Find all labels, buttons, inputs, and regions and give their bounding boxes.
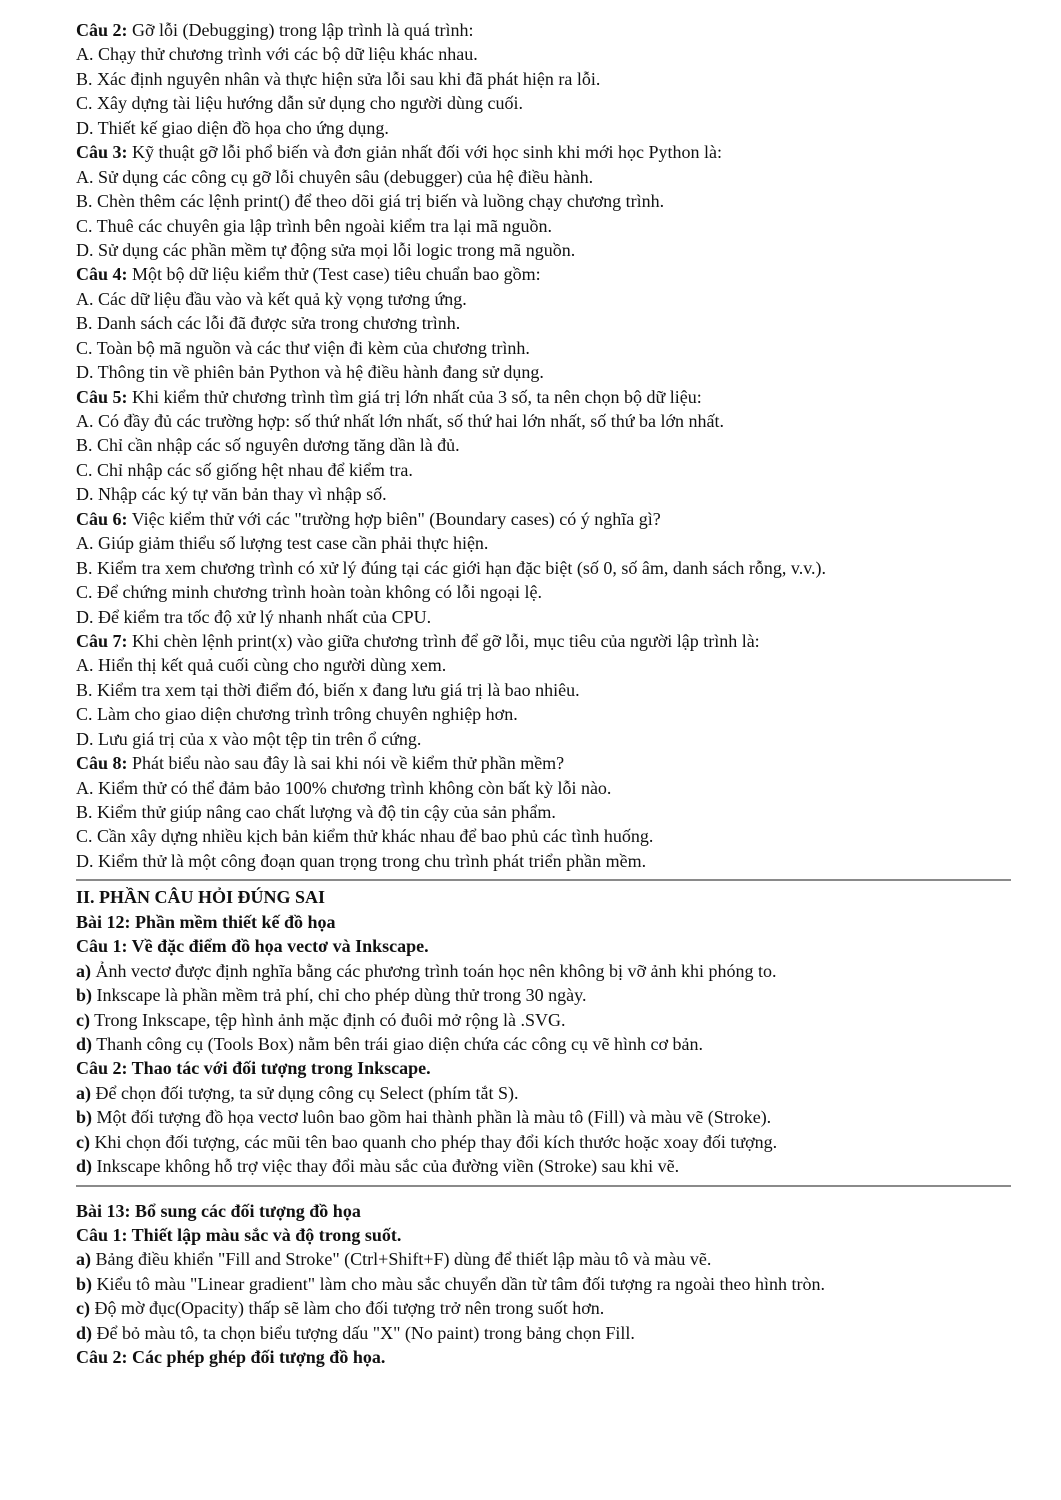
statement: d) Inkscape không hỗ trợ việc thay đổi màu sắc của đường viền (Stroke) sau khi vẽ. [76, 1156, 680, 1177]
option: B. Kiểm tra xem tại thời điểm đó, biến x đang lưu giá trị là bao nhiêu. [76, 679, 580, 700]
option: C. Làm cho giao diện chương trình trông chuyên nghiệp hơn. [76, 704, 518, 725]
option: A. Hiển thị kết quả cuối cùng cho người dùng xem. [76, 655, 447, 676]
option: A. Kiểm thử có thể đảm bảo 100% chương trình không còn bất kỳ lỗi nào. [76, 777, 612, 798]
option: D. Kiểm thử là một công đoạn quan trọng trong chu trình phát triển phần mềm. [76, 850, 647, 871]
mc-question-3 [76, 140, 1011, 262]
option: D. Thiết kế giao diện đồ họa cho ứng dụng. [76, 117, 389, 138]
lesson-13-title: Bài 13: Bổ sung các đối tượng đồ họa [76, 1200, 361, 1221]
option: C. Để chứng minh chương trình hoàn toàn không có lỗi ngoại lệ. [76, 582, 542, 603]
option: A. Các dữ liệu đầu vào và kết quả kỳ vọng tương ứng. [76, 288, 467, 309]
statement: b) Inkscape là phần mềm trả phí, chỉ cho phép dùng thử trong 30 ngày. [76, 985, 587, 1006]
mc-question-2 [76, 18, 1011, 140]
statement: a) Để chọn đối tượng, ta sử dụng công cụ Select (phím tắt S). [76, 1082, 519, 1103]
question-text: Gỡ lỗi (Debugging) trong lập trình là quá trình: [127, 20, 474, 40]
mc-question-7 [76, 629, 1011, 751]
question-label: Câu 3: [76, 142, 128, 163]
question-title: Câu 1: Về đặc điểm đồ họa vectơ và Inkscape. [76, 936, 429, 957]
lesson-12-title: Bài 12: Phần mềm thiết kế đồ họa [76, 911, 336, 932]
question-label: Câu 5: [76, 386, 128, 407]
option: A. Sử dụng các công cụ gỡ lỗi chuyên sâu (debugger) của hệ điều hành. [76, 166, 594, 187]
statement: b) Một đối tượng đồ họa vectơ luôn bao gồm hai thành phần là màu tô (Fill) và màu vẽ (Stroke). [76, 1107, 772, 1128]
option: D. Lưu giá trị của x vào một tệp tin trên ổ cứng. [76, 728, 422, 749]
section-divider [76, 873, 1011, 885]
option: C. Xây dựng tài liệu hướng dẫn sử dụng cho người dùng cuối. [76, 93, 524, 114]
question-text: Kỹ thuật gỡ lỗi phổ biến và đơn giản nhất đối với học sinh khi mới học Python là: [127, 142, 723, 163]
question-label: Câu 6: [76, 508, 128, 529]
option: B. Kiểm tra xem chương trình có xử lý đúng tại các giới hạn đặc biệt (số 0, số âm, danh sách rỗng, v.v.). [76, 557, 827, 578]
question-text: Khi chèn lệnh print(x) vào giữa chương trình để gỡ lỗi, mục tiêu của người lập trình là: [127, 630, 760, 651]
statement: d) Để bỏ màu tô, ta chọn biểu tượng dấu "X" (No paint) trong bảng chọn Fill. [76, 1322, 635, 1343]
option: A. Giúp giảm thiểu số lượng test case cần phải thực hiện. [76, 533, 489, 554]
question-label: Câu 8: [76, 753, 128, 774]
option: A. Chạy thử chương trình với các bộ dữ liệu khác nhau. [76, 44, 478, 65]
option: D. Nhập các ký tự văn bản thay vì nhập số. [76, 484, 387, 505]
option: B. Danh sách các lỗi đã được sửa trong chương trình. [76, 313, 461, 334]
tf-question-1-lesson13 [76, 1223, 1011, 1345]
option: D. Sử dụng các phần mềm tự động sửa mọi lỗi logic trong mã nguồn. [76, 239, 576, 260]
option: B. Kiểm thử giúp nâng cao chất lượng và độ tin cậy của sản phẩm. [76, 802, 556, 822]
mc-question-5 [76, 385, 1011, 507]
option: C. Thuê các chuyên gia lập trình bên ngoài kiểm tra lại mã nguồn. [76, 215, 553, 236]
section-heading: II. PHẦN CÂU HỎI ĐÚNG SAI [76, 887, 326, 908]
statement: a) Bảng điều khiển "Fill and Stroke" (Ctrl+Shift+F) dùng để thiết lập màu tô và màu vẽ. [76, 1249, 712, 1270]
option: A. Có đầy đủ các trường hợp: số thứ nhất lớn nhất, số thứ hai lớn nhất, số thứ ba lớn nhất. [76, 411, 725, 431]
question-text: Phát biểu nào sau đây là sai khi nói về kiểm thử phần mềm? [127, 753, 565, 774]
statement: b) Kiểu tô màu "Linear gradient" làm cho màu sắc chuyển dần từ tâm đối tượng ra ngoài theo hình tròn. [76, 1273, 826, 1294]
statement: a) Ảnh vectơ được định nghĩa bằng các phương trình toán học nên không bị vỡ ảnh khi phóng to. [76, 960, 777, 981]
option: C. Cần xây dựng nhiều kịch bản kiểm thử khác nhau để bao phủ các tình huống. [76, 826, 654, 847]
question-label: Câu 4: [76, 264, 128, 285]
option: C. Chỉ nhập các số giống hệt nhau để kiểm tra. [76, 459, 413, 480]
mc-question-6 [76, 507, 1011, 629]
option: C. Toàn bộ mã nguồn và các thư viện đi kèm của chương trình. [76, 337, 530, 358]
section-divider [76, 1179, 1011, 1199]
question-text: Khi kiểm thử chương trình tìm giá trị lớn nhất của 3 số, ta nên chọn bộ dữ liệu: [127, 386, 702, 407]
question-label: Câu 7: [76, 630, 128, 651]
tf-question-2 [76, 1056, 1011, 1178]
option: B. Chỉ cần nhập các số nguyên dương tăng dần là đủ. [76, 435, 460, 456]
question-text: Việc kiểm thử với các "trường hợp biên" (Boundary cases) có ý nghĩa gì? [127, 508, 661, 529]
mc-question-8 [76, 751, 1011, 873]
statement: c) Khi chọn đối tượng, các mũi tên bao quanh cho phép thay đổi kích thước hoặc xoay đối tượng. [76, 1131, 778, 1152]
question-label: Câu 2: [76, 20, 128, 40]
option: B. Chèn thêm các lệnh print() để theo dõi giá trị biến và luồng chạy chương trình. [76, 191, 665, 212]
question-text: Một bộ dữ liệu kiểm thử (Test case) tiêu chuẩn bao gồm: [127, 264, 541, 285]
question-title: Câu 2: Các phép ghép đối tượng đồ họa. [76, 1347, 386, 1368]
option: B. Xác định nguyên nhân và thực hiện sửa lỗi sau khi đã phát hiện ra lỗi. [76, 68, 601, 89]
option: D. Thông tin về phiên bản Python và hệ điều hành đang sử dụng. [76, 362, 544, 383]
option: D. Để kiểm tra tốc độ xử lý nhanh nhất của CPU. [76, 606, 432, 627]
statement: d) Thanh công cụ (Tools Box) nằm bên trái giao diện chứa các công cụ vẽ hình cơ bản. [76, 1033, 704, 1054]
statement: c) Độ mờ đục(Opacity) thấp sẽ làm cho đối tượng trở nên trong suốt hơn. [76, 1298, 605, 1319]
question-title: Câu 1: Thiết lập màu sắc và độ trong suốt. [76, 1225, 402, 1245]
question-title: Câu 2: Thao tác với đối tượng trong Inkscape. [76, 1058, 431, 1079]
statement: c) Trong Inkscape, tệp hình ảnh mặc định có đuôi mở rộng là .SVG. [76, 1009, 566, 1030]
tf-question-1 [76, 934, 1011, 1056]
mc-question-4 [76, 262, 1011, 384]
